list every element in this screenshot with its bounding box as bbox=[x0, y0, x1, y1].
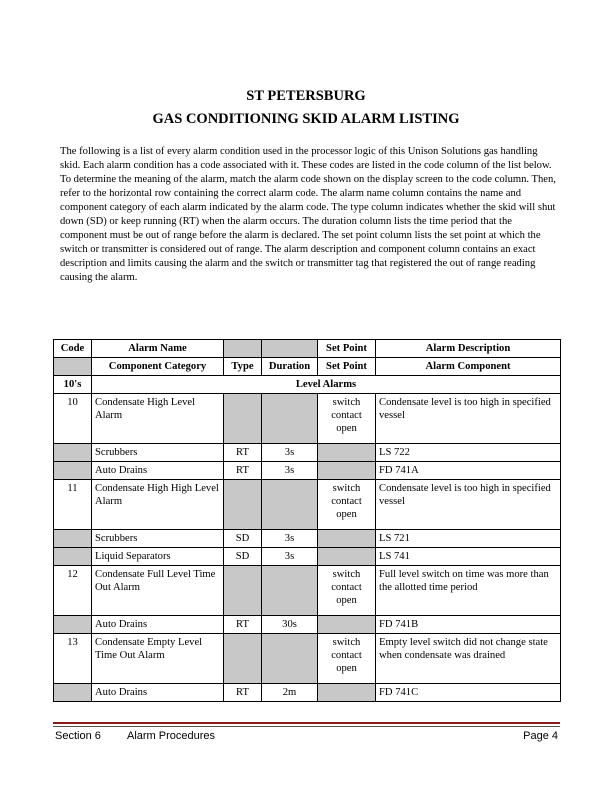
component-duration: 2m bbox=[262, 684, 318, 702]
alarm-code: 13 bbox=[54, 634, 92, 684]
component-duration: 30s bbox=[262, 616, 318, 634]
footer-section: Section 6 bbox=[55, 730, 101, 742]
footer-rule-thin bbox=[53, 726, 560, 727]
alarm-name: Condensate Empty Level Time Out Alarm bbox=[92, 634, 224, 684]
intro-paragraph: The following is a list of every alarm condition used in the processor logic of this Unison Solutions gas handling skid. Each alarm condition has a code associated with it. These codes are listed in the code column of the list below. To determine the meaning of the alarm, match the alarm code shown on the display screen to the code column. Then, refer to the horizontal row containing the correct alarm code. The alarm name column contains the name and component category of each alarm indicated by the alarm code. The type column indicates whether the skid will shut down (SD) or keep running (RT) when the alarm occurs. The duration column lists the time period that the component must be out of range before the alarm is declared. The set point column lists the set point at which the switch or transmitter is considered out of range. The alarm description and component column contains an exact description and limits causing the alarm and the switch or transmitter tag that registered the out of range reading causing the alarm. bbox=[60, 146, 556, 284]
empty-cell bbox=[262, 480, 318, 530]
header-duration: Duration bbox=[262, 358, 318, 376]
header-set-point: Set Point bbox=[318, 340, 376, 358]
empty-cell bbox=[318, 444, 376, 462]
header-type: Type bbox=[224, 358, 262, 376]
empty-cell bbox=[262, 394, 318, 444]
component-type: SD bbox=[224, 548, 262, 566]
component-duration: 3s bbox=[262, 548, 318, 566]
alarm-setpoint: switch contact open bbox=[318, 480, 376, 530]
header-empty-cell bbox=[54, 358, 92, 376]
header-alarm-description: Alarm Description bbox=[376, 340, 561, 358]
alarm-name: Condensate Full Level Time Out Alarm bbox=[92, 566, 224, 616]
component-row bbox=[54, 684, 561, 702]
empty-cell bbox=[54, 462, 92, 480]
component-type: SD bbox=[224, 530, 262, 548]
alarm-row bbox=[54, 566, 561, 616]
header-empty-cell bbox=[224, 340, 262, 358]
alarm-description: Condensate level is too high in specified vessel bbox=[376, 394, 561, 444]
component-tag: FD 741A bbox=[376, 462, 561, 480]
component-category: Auto Drains bbox=[92, 462, 224, 480]
alarm-setpoint: switch contact open bbox=[318, 394, 376, 444]
component-duration: 3s bbox=[262, 530, 318, 548]
section-label: Level Alarms bbox=[92, 376, 561, 394]
empty-cell bbox=[262, 634, 318, 684]
component-category: Liquid Separators bbox=[92, 548, 224, 566]
empty-cell bbox=[318, 548, 376, 566]
alarm-row bbox=[54, 480, 561, 530]
component-category: Auto Drains bbox=[92, 684, 224, 702]
alarm-code: 11 bbox=[54, 480, 92, 530]
component-category: Scrubbers bbox=[92, 444, 224, 462]
alarm-code: 10 bbox=[54, 394, 92, 444]
empty-cell bbox=[54, 684, 92, 702]
alarm-name: Condensate High Level Alarm bbox=[92, 394, 224, 444]
empty-cell bbox=[262, 566, 318, 616]
footer-page-number: Page 4 bbox=[523, 730, 558, 742]
alarm-code: 12 bbox=[54, 566, 92, 616]
alarm-setpoint: switch contact open bbox=[318, 566, 376, 616]
section-row bbox=[54, 376, 561, 394]
empty-cell bbox=[54, 444, 92, 462]
component-type: RT bbox=[224, 462, 262, 480]
component-type: RT bbox=[224, 444, 262, 462]
header-alarm-component: Alarm Component bbox=[376, 358, 561, 376]
component-category: Scrubbers bbox=[92, 530, 224, 548]
empty-cell bbox=[318, 684, 376, 702]
empty-cell bbox=[224, 566, 262, 616]
header-alarm-name: Alarm Name bbox=[92, 340, 224, 358]
alarm-description: Empty level switch did not change state when condensate was drained bbox=[376, 634, 561, 684]
alarm-description: Condensate level is too high in specified vessel bbox=[376, 480, 561, 530]
component-duration: 3s bbox=[262, 462, 318, 480]
alarm-name: Condensate High High Level Alarm bbox=[92, 480, 224, 530]
footer-rule bbox=[53, 722, 560, 724]
component-category: Auto Drains bbox=[92, 616, 224, 634]
table-header-row-1 bbox=[54, 340, 561, 358]
empty-cell bbox=[318, 616, 376, 634]
header-empty-cell bbox=[262, 340, 318, 358]
component-row bbox=[54, 548, 561, 566]
component-tag: FD 741C bbox=[376, 684, 561, 702]
empty-cell bbox=[54, 530, 92, 548]
page-title: ST PETERSBURG bbox=[246, 88, 366, 104]
table-header-row-2 bbox=[54, 358, 561, 376]
section-code: 10's bbox=[54, 376, 92, 394]
empty-cell bbox=[224, 394, 262, 444]
header-set-point-2: Set Point bbox=[318, 358, 376, 376]
alarm-setpoint: switch contact open bbox=[318, 634, 376, 684]
component-row bbox=[54, 616, 561, 634]
component-duration: 3s bbox=[262, 444, 318, 462]
component-tag: LS 741 bbox=[376, 548, 561, 566]
alarm-row bbox=[54, 634, 561, 684]
footer-chapter: Alarm Procedures bbox=[127, 730, 216, 742]
component-tag: FD 741B bbox=[376, 616, 561, 634]
component-row bbox=[54, 530, 561, 548]
component-row bbox=[54, 462, 561, 480]
empty-cell bbox=[54, 548, 92, 566]
page-subtitle: GAS CONDITIONING SKID ALARM LISTING bbox=[152, 111, 460, 127]
component-type: RT bbox=[224, 616, 262, 634]
header-component-category: Component Category bbox=[92, 358, 224, 376]
alarm-description: Full level switch on time was more than the allotted time period bbox=[376, 566, 561, 616]
component-type: RT bbox=[224, 684, 262, 702]
header-code: Code bbox=[54, 340, 92, 358]
component-tag: LS 722 bbox=[376, 444, 561, 462]
alarm-row bbox=[54, 394, 561, 444]
empty-cell bbox=[224, 634, 262, 684]
component-tag: LS 721 bbox=[376, 530, 561, 548]
empty-cell bbox=[224, 480, 262, 530]
empty-cell bbox=[54, 616, 92, 634]
alarm-table bbox=[53, 339, 561, 702]
empty-cell bbox=[318, 530, 376, 548]
component-row bbox=[54, 444, 561, 462]
empty-cell bbox=[318, 462, 376, 480]
